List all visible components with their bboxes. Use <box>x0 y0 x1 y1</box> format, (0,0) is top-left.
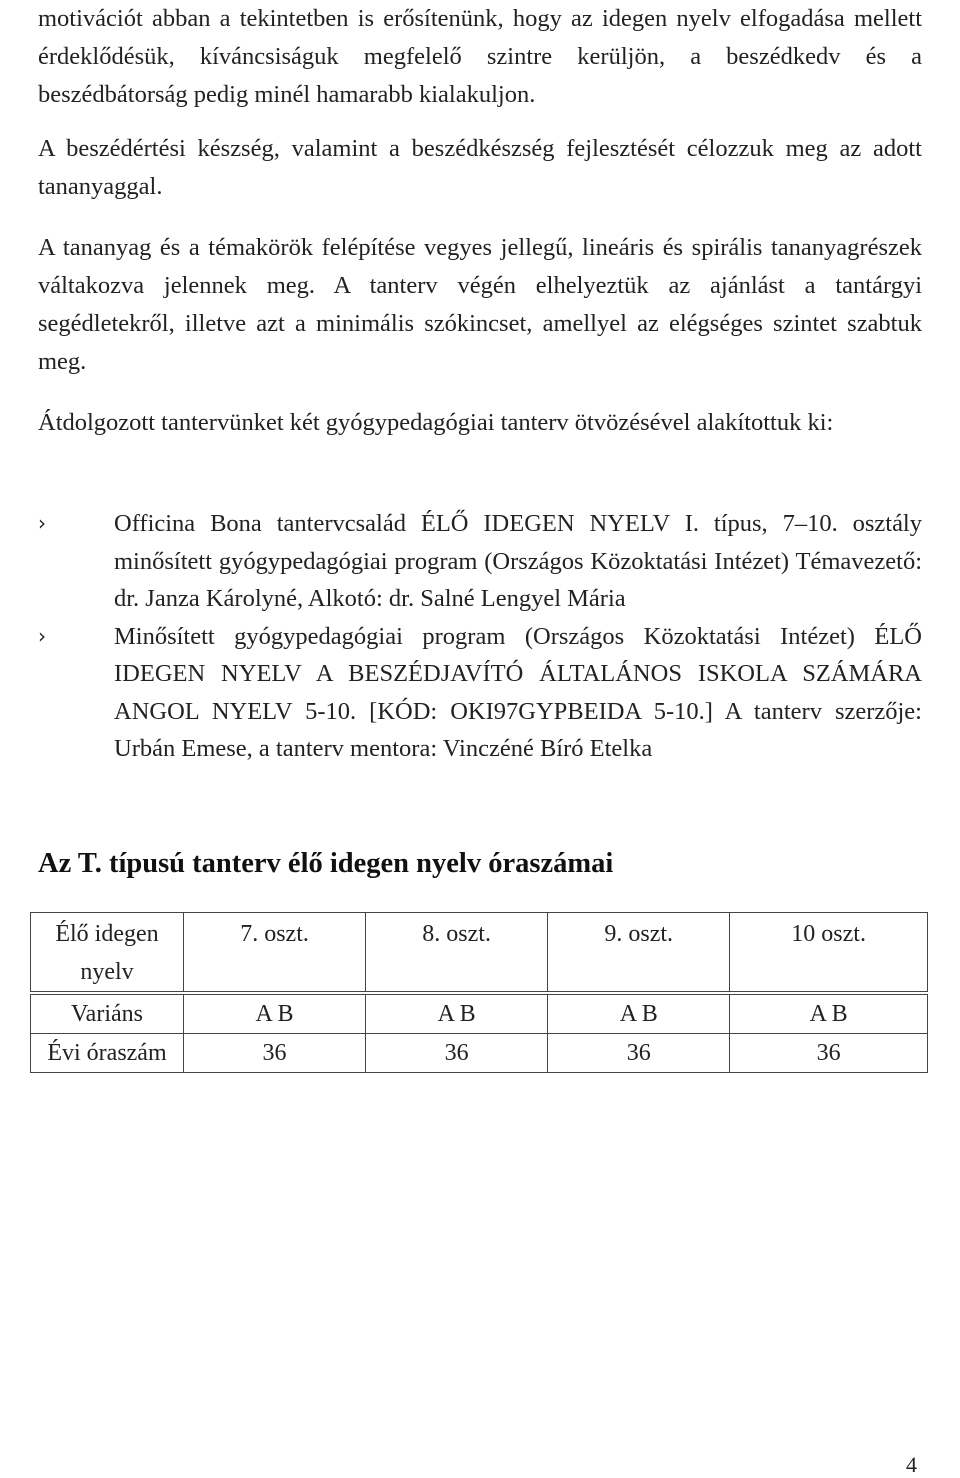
hours-table <box>30 912 928 1073</box>
table-header-label: Élő idegen nyelv <box>31 913 184 994</box>
paragraph-structure: A tananyag és a témakörök felépítése vegyes jellegű, lineáris és spirális tananyagrészek váltakozva jelennek meg. A tanterv végén elhelyeztük az ajánlást a tantárgyi segédletekről, illetve azt a minimális szókincset, amellyel az elégséges szintet szabtuk meg. <box>38 234 922 375</box>
table-cell: A B <box>548 993 730 1034</box>
paragraph-sources-intro: Átdolgozott tantervünket két gyógypedagógiai tanterv ötvözésével alakítottuk ki: <box>38 409 834 436</box>
table-row <box>31 993 928 1034</box>
section-heading: Az T. típusú tanterv élő idegen nyelv óraszámai <box>38 848 614 879</box>
table-cell: A B <box>184 993 366 1034</box>
bullet-chevron-icon: › <box>38 511 46 535</box>
bullet-chevron-icon: › <box>38 623 46 648</box>
table-cell: 36 <box>184 1034 366 1073</box>
table-row-label: Évi óraszám <box>31 1034 184 1073</box>
table-cell: A B <box>730 993 928 1034</box>
table-header-row <box>31 913 928 994</box>
table-row-label: Variáns <box>31 993 184 1034</box>
paragraph-motivation: motivációt abban a tekintetben is erősítenünk, hogy az idegen nyelv elfogadása mellett érdeklődésük, kíváncsiságuk megfelelő szintre kerüljön, a beszédkedv és a beszédbátorság pedig minél hamarabb kialakuljon. <box>38 5 922 108</box>
table-cell: 36 <box>730 1034 928 1073</box>
table-header-cell: 8. oszt. <box>366 913 548 994</box>
paragraph-skills: A beszédértési készség, valamint a beszédkészség fejlesztését célozzuk meg az adott tananyaggal. <box>38 135 922 200</box>
table-header-cell: 7. oszt. <box>184 913 366 994</box>
table-row <box>31 1034 928 1073</box>
list-item-text: Minősített gyógypedagógiai program (Országos Közoktatási Intézet) ÉLŐ IDEGEN NYELV A BESZÉDJAVÍTÓ ÁLTALÁNOS ISKOLA SZÁMÁRA ANGOL NYELV 5-10. [KÓD: OKI97GYPBEIDA 5-10.] A tanterv szerzője: Urbán Emese, a tanterv mentora: Vinczéné Bíró Etelka <box>114 622 922 762</box>
list-item <box>38 618 922 768</box>
page-number: 4 <box>906 1452 917 1477</box>
table-cell: 36 <box>548 1034 730 1073</box>
table-cell: A B <box>366 993 548 1034</box>
list-item <box>38 505 922 618</box>
list-item-text: Officina Bona tantervcsalád ÉLŐ IDEGEN NYELV I. típus, 7–10. osztály minősített gyógypedagógiai program (Országos Közoktatási Intézet) Témavezető: dr. Janza Károlyné, Alkotó: dr. Salné Lengyel Mária <box>114 510 922 612</box>
source-list <box>38 505 922 768</box>
table-header-cell: 10 oszt. <box>730 913 928 994</box>
table-header-cell: 9. oszt. <box>548 913 730 994</box>
table-cell: 36 <box>366 1034 548 1073</box>
